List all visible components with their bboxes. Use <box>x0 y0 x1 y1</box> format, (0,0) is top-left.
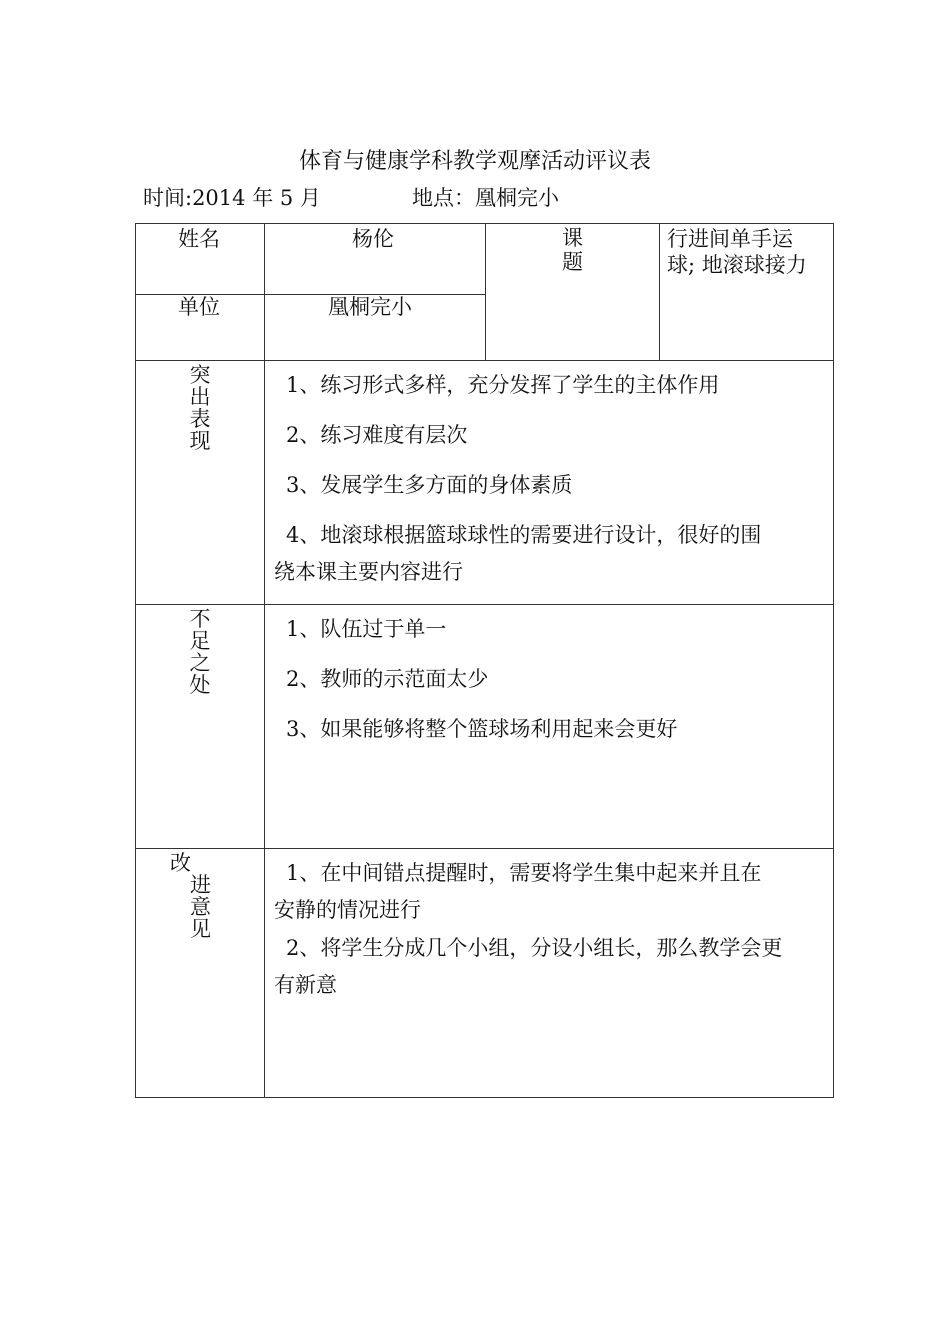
divider <box>136 604 833 605</box>
meta-time: 时间:2014 年 5 月 <box>143 186 321 210</box>
unit-label: 单位 <box>178 295 220 319</box>
highlight-item: 3、发展学生多方面的身体素质 <box>286 473 573 497</box>
topic-value-line: 球; 地滚球接力 <box>667 253 807 277</box>
suggestions-label <box>170 852 230 940</box>
shortcoming-item: 1、队伍过于单一 <box>286 617 447 641</box>
label-char: 见 <box>190 917 211 941</box>
shortcomings-label <box>188 608 212 696</box>
shortcoming-item: 2、教师的示范面太少 <box>286 667 489 691</box>
unit-value: 凰桐完小 <box>328 295 412 319</box>
label-char: 现 <box>189 429 211 453</box>
name-label: 姓名 <box>178 227 220 251</box>
label-char: 处 <box>189 673 211 697</box>
highlights-label <box>188 364 212 452</box>
label-char: 之 <box>189 651 211 675</box>
suggestion-item: 安静的情况进行 <box>274 898 421 922</box>
label-char: 表 <box>189 407 211 431</box>
meta-place: 地点：凰桐完小 <box>412 186 559 210</box>
suggestion-item: 有新意 <box>274 973 337 997</box>
divider <box>136 848 833 849</box>
label-char: 出 <box>189 385 211 409</box>
suggestion-item: 1、在中间错点提醒时，需要将学生集中起来并且在 <box>286 861 762 885</box>
label-char: 不 <box>189 607 211 631</box>
divider <box>136 360 833 361</box>
divider <box>264 224 265 1097</box>
topic-label-char: 题 <box>562 250 583 274</box>
label-char: 足 <box>189 629 211 653</box>
topic-value <box>667 226 807 278</box>
page-title: 体育与健康学科教学观摩活动评议表 <box>298 149 651 174</box>
highlight-item: 绕本课主要内容进行 <box>274 560 463 584</box>
label-char: 进 <box>190 873 211 897</box>
label-char: 改 <box>170 851 191 875</box>
shortcoming-item: 3、如果能够将整个篮球场利用起来会更好 <box>286 717 678 741</box>
highlight-item: 4、地滚球根据篮球球性的需要进行设计，很好的围 <box>286 523 762 547</box>
divider <box>485 224 486 360</box>
topic-label <box>562 226 583 274</box>
highlight-item: 1、练习形式多样，充分发挥了学生的主体作用 <box>286 373 720 397</box>
highlight-item: 2、练习难度有层次 <box>286 423 468 447</box>
label-char: 意 <box>190 895 211 919</box>
topic-label-char: 课 <box>562 226 583 250</box>
name-value: 杨伦 <box>352 227 394 251</box>
suggestion-item: 2、将学生分成几个小组，分设小组长，那么教学会更 <box>286 936 783 960</box>
label-char: 突 <box>189 363 211 387</box>
divider <box>659 224 660 360</box>
topic-value-line: 行进间单手运 <box>667 227 793 251</box>
evaluation-form <box>135 223 834 1098</box>
